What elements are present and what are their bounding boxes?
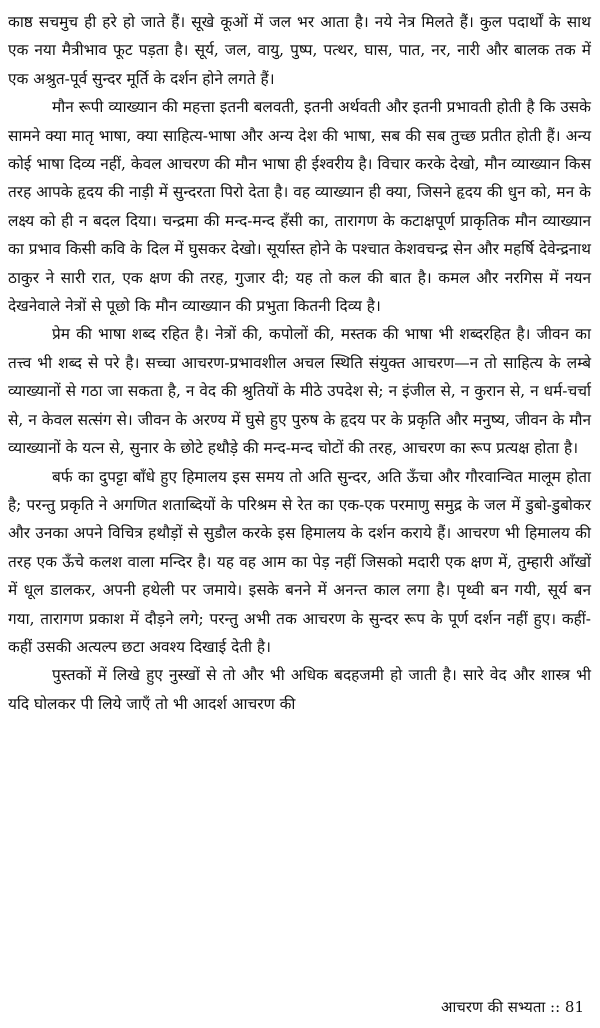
paragraph-5: पुस्तकों में लिखे हुए नुस्खों से तो और भी अधिक बदहजमी हो जाती है। सारे वेद और शास्त्र भी यदि घोलकर पी लिये जाएँ तो भी आदर्श आचरण की — [8, 666, 591, 713]
paragraph-2: मौन रूपी व्याख्यान की महत्ता इतनी बलवती, इतनी अर्थवती और इतनी प्रभावती होती है कि उसके सामने क्या मातृ भाषा, क्या साहित्य-भाषा और अन्य देश की भाषा, सब की सब तुच्छ प्रतीत होती हैं। अन्य कोई भाषा दिव्य नहीं, केवल आचरण की मौन भाषा ही ईश्वरीय है। विचार करके देखो, मौन व्याख्यान किस तरह आपके हृदय की नाड़ी में सुन्दरता पिरो देता है। वह व्याख्यान ही क्या, जिसने हृदय की धुन को, मन के लक्ष्य को ही न बदल दिया। चन्द्रमा की मन्द-मन्द हँसी का, तारागण के कटाक्षपूर्ण प्राकृतिक मौन व्याख्यान का प्रभाव किसी कवि के दिल में घुसकर देखो। सूर्यास्त होने के पश्चात केशवचन्द्र सेन और महर्षि देवेन्द्रनाथ ठाकुर ने सारी रात, एक क्षण की तरह, गुजार दी; यह तो कल की बात है। कमल और नरगिस में नयन देखनेवाले नेत्रों से पूछो कि मौन व्याख्यान की प्रभुता कितनी दिव्य है। — [8, 98, 591, 316]
paragraph-4: बर्फ का दुपट्टा बाँधे हुए हिमालय इस समय तो अति सुन्दर, अति ऊँचा और गौरवान्वित मालूम होता है; परन्तु प्रकृति ने अगणित शताब्दियों के परिश्रम से रेत का एक-एक परमाणु समुद्र के जल में डुबो-डुबोकर और उनका अपने विचित्र हथौड़ों से सुडौल करके इस हिमालय के दर्शन कराये हैं। आचरण भी हिमालय की तरह एक ऊँचे कलश वाला मन्दिर है। यह वह आम का पेड़ नहीं जिसको मदारी एक क्षण में, तुम्हारी आँखों में धूल डालकर, अपनी हथेली पर जमाये। इसके बनने में अनन्त काल लगा है। पृथ्वी बन गयी, सूर्य बन गया, तारागण प्रकाश में दौड़ने लगे; परन्तु अभी तक आचरण के सुन्दर रूप के पूर्ण दर्शन नहीं हुए। कहीं-कहीं उसकी अत्यल्प छटा अवश्य दिखाई देती है। — [8, 467, 591, 656]
paragraph-1: काष्ठ सचमुच ही हरे हो जाते हैं। सूखे कूओं में जल भर आता है। नये नेत्र मिलते हैं। कुल पदार्थों के साथ एक नया मैत्रीभाव फूट पड़ता है। सूर्य, जल, वायु, पुष्प, पत्थर, घास, पात, नर, नारी और बालक तक में एक अश्रुत-पूर्व सुन्दर मूर्ति के दर्शन होने लगते हैं। — [8, 13, 591, 88]
running-footer: आचरण की सभ्यता :: 81 — [440, 998, 584, 1016]
paragraph-3: प्रेम की भाषा शब्द रहित है। नेत्रों की, कपोलों की, मस्तक की भाषा भी शब्दरहित है। जीवन का तत्त्व भी शब्द से परे है। सच्चा आचरण-प्रभावशील अचल स्थिति संयुक्त आचरण—न तो साहित्य के लम्बे व्याख्यानों से गठा जा सकता है, न वेद की श्रुतियों के मीठे उपदेश से; न इंजील से, न कुरान से, न धर्म-चर्चा से, न केवल सत्संग से। जीवन के अरण्य में घुसे हुए पुरुष के हृदय पर के प्रकृति और मनुष्य, जीवन के मौन व्याख्यानों के यत्न से, सुनार के छोटे हथौड़े की मन्द-मन्द चोटों की तरह, आचरण का रूप प्रत्यक्ष होता है। — [8, 325, 591, 458]
